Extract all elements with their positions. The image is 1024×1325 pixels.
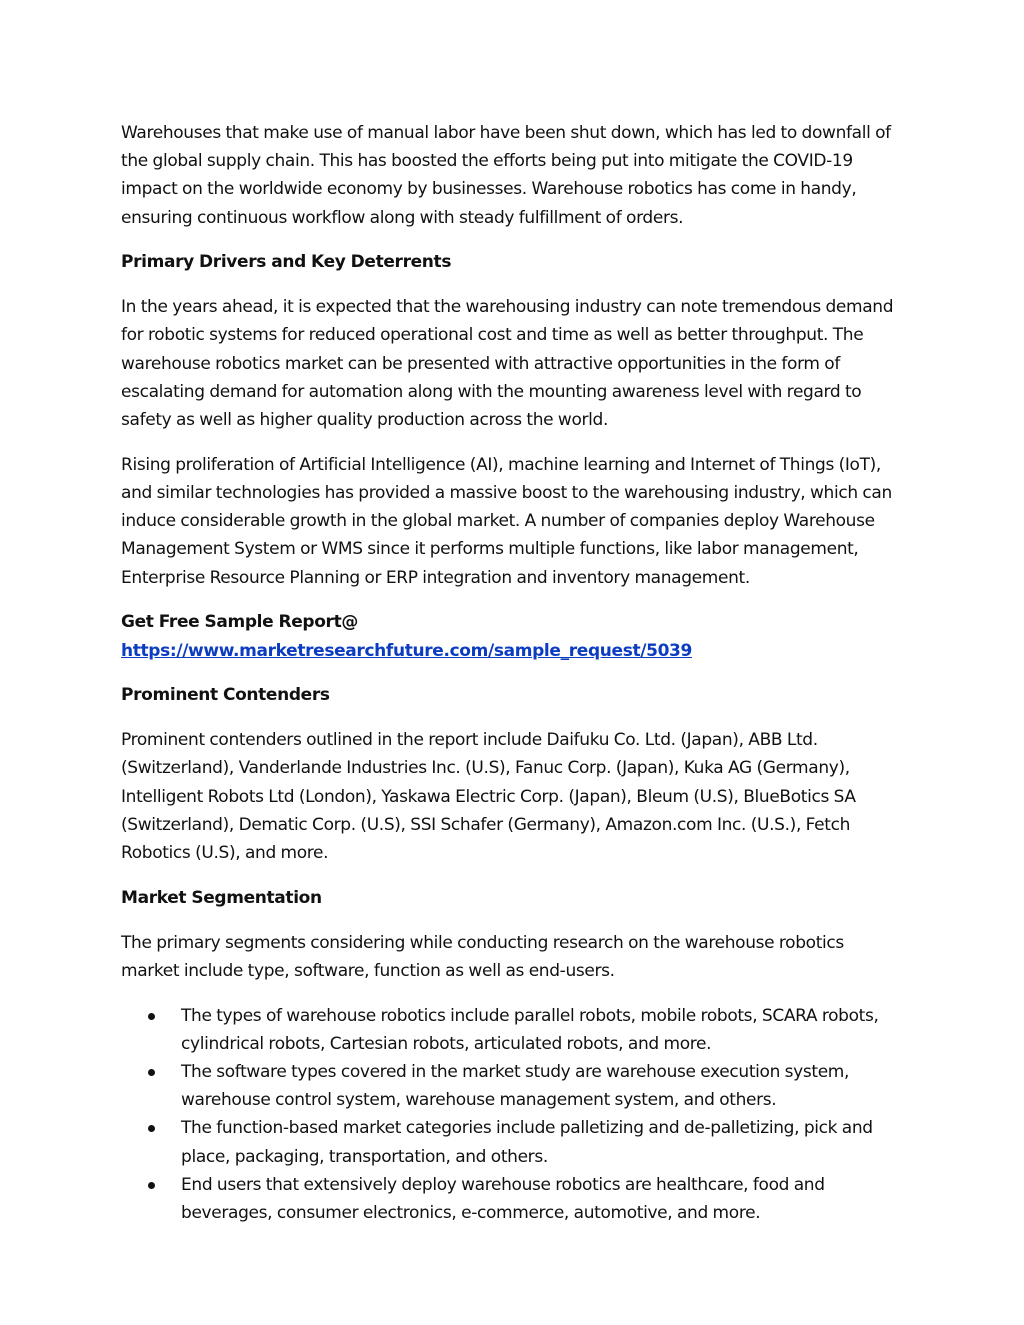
paragraph-drivers-1: In the years ahead, it is expected that the warehousing industry can note tremendous demand for robotic systems for reduced operational cost and time as well as better throughput. The warehouse robotics market can be presented with attractive opportunities in the form of escalating demand for automation along with the mounting awareness level with regard to safety as well as higher quality production across the world. <box>121 297 894 431</box>
document-page <box>121 119 903 1227</box>
list-item <box>121 1171 903 1227</box>
list-item-text: The function-based market categories include palletizing and de-palletizing, pick and place, packaging, transportation, and others. <box>181 1118 873 1167</box>
heading-segmentation: Market Segmentation <box>121 887 322 908</box>
list-item <box>121 1058 903 1114</box>
list-item <box>121 1114 903 1170</box>
segment-bullet-list <box>121 1002 903 1228</box>
heading-contenders: Prominent Contenders <box>121 685 330 706</box>
list-item-text: The types of warehouse robotics include parallel robots, mobile robots, SCARA robots, cylindrical robots, Cartesian robots, articulated robots, and more. <box>181 1005 879 1054</box>
sample-report-label: Get Free Sample Report@ <box>121 612 359 633</box>
paragraph-intro: Warehouses that make use of manual labor have been shut down, which has led to downfall of the global supply chain. This has boosted the efforts being put into mitigate the COVID-19 impact on the worldwide economy by businesses. Warehouse robotics has come in handy, ensuring continuous workflow along with steady fulfillment of orders. <box>121 123 891 228</box>
heading-drivers: Primary Drivers and Key Deterrents <box>121 252 452 273</box>
paragraph-drivers-2: Rising proliferation of Artificial Intelligence (AI), machine learning and Internet of Things (IoT), and similar technologies has provided a massive boost to the warehousing industry, which can induce considerable growth in the global market. A number of companies deploy Warehouse Management System or WMS since it performs multiple functions, like labor management, Enterprise Resource Planning or ERP integration and inventory management. <box>121 454 892 588</box>
list-item <box>121 1002 903 1058</box>
list-item-text: End users that extensively deploy warehouse robotics are healthcare, food and beverages, consumer electronics, e-commerce, automotive, and more. <box>181 1174 825 1224</box>
bullet-icon <box>148 1013 155 1020</box>
sample-report-line <box>121 608 903 664</box>
paragraph-segmentation: The primary segments considering while conducting research on the warehouse robotics market include type, software, function as well as end-users. <box>121 932 844 981</box>
bullet-icon <box>148 1069 155 1076</box>
paragraph-contenders: Prominent contenders outlined in the report include Daifuku Co. Ltd. (Japan), ABB Ltd. (Switzerland), Vanderlande Industries Inc. (U.S), Fanuc Corp. (Japan), Kuka AG (Germany), Intelligent Robots Ltd (London), Yaskawa Electric Corp. (Japan), Bleum (U.S), BlueBotics SA (Switzerland), Dematic Corp. (U.S), SSI Schafer (Germany), Amazon.com Inc. (U.S.), Fetch Robotics (U.S), and more. <box>121 730 856 864</box>
list-item-text: The software types covered in the market study are warehouse execution system, warehouse control system, warehouse management system, and others. <box>181 1062 850 1111</box>
sample-report-link[interactable]: https://www.marketresearchfuture.com/sample_request/5039 <box>121 640 693 661</box>
bullet-icon <box>148 1182 155 1189</box>
bullet-icon <box>148 1125 155 1132</box>
